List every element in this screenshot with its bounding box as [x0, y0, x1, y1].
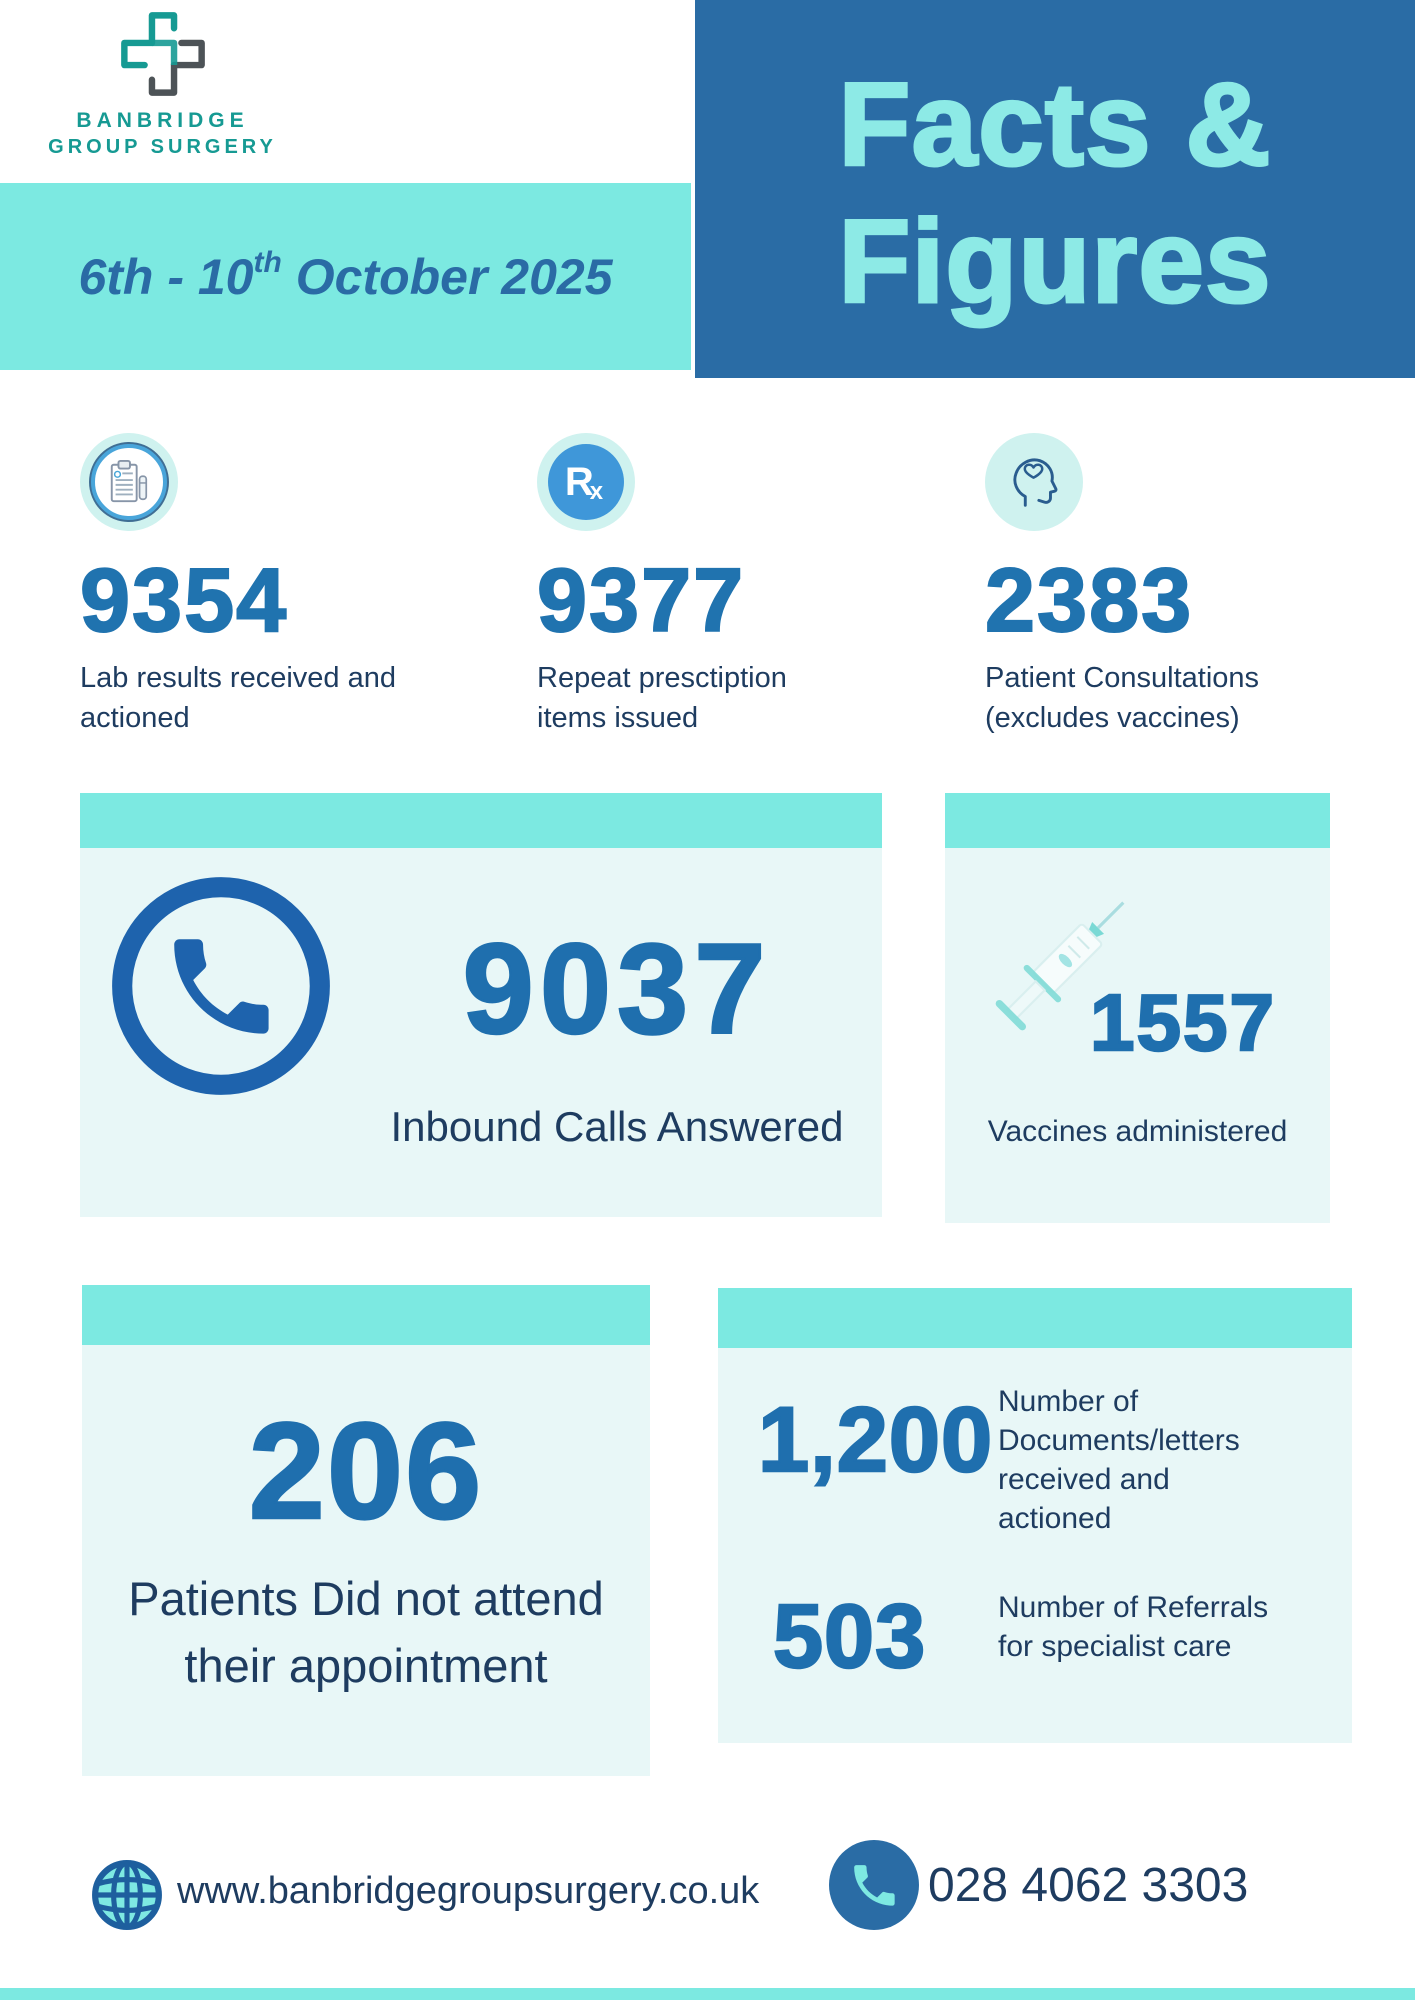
page-title-line2: Figures — [838, 196, 1272, 328]
website-link[interactable]: www.banbridgegroupsurgery.co.uk — [177, 1870, 760, 1912]
surgery-logo — [45, 8, 280, 159]
vaccines-label: Vaccines administered — [987, 1115, 1288, 1148]
documents-referrals-card — [718, 1288, 1352, 1743]
globe-icon — [90, 1858, 164, 1937]
date-range-text: 6th - 10th October 2025 — [78, 245, 613, 305]
consultations-value: 2383 — [985, 551, 1194, 651]
referrals-label: Number of Referrals for specialist care — [998, 1591, 1269, 1663]
consultations-label: Patient Consultations (excludes vaccines) — [985, 662, 1260, 734]
title-block — [695, 0, 1415, 378]
logo-name-line1: BANBRIDGE — [76, 109, 249, 132]
lab-results-value: 9354 — [80, 551, 289, 651]
did-not-attend-label: Patients Did not attend their appointment — [128, 1572, 604, 1692]
phone-filled-icon — [829, 1840, 919, 1935]
card-header-strip — [82, 1285, 650, 1345]
stat-prescriptions — [537, 433, 977, 738]
vaccines-card — [945, 793, 1330, 1223]
vaccines-value: 1557 — [1090, 978, 1276, 1067]
medical-cross-icon — [117, 87, 209, 104]
card-header-strip — [945, 793, 1330, 848]
bottom-teal-strip — [0, 1988, 1415, 2000]
lab-results-label: Lab results received and actioned — [80, 662, 396, 734]
inbound-calls-label: Inbound Calls Answered — [390, 1103, 844, 1150]
inbound-calls-value: 9037 — [462, 918, 772, 1061]
prescriptions-label: Repeat presctiption items issued — [537, 662, 787, 734]
inbound-calls-card — [80, 793, 882, 1217]
phone-number: 028 4062 3303 — [928, 1859, 1249, 1912]
stat-lab-results — [80, 433, 520, 738]
card-header-strip — [80, 793, 882, 848]
card-header-strip — [718, 1288, 1352, 1348]
page-title-line1: Facts & — [838, 59, 1272, 192]
documents-value: 1,200 — [758, 1389, 994, 1491]
patient-head-heart-icon — [985, 433, 1083, 531]
lab-report-icon — [80, 433, 178, 531]
documents-label: Number of Documents/letters received and actioned — [998, 1385, 1240, 1535]
logo-name-line2: GROUP SURGERY — [48, 136, 277, 158]
phone-ring-icon — [100, 865, 342, 1112]
did-not-attend-card — [82, 1285, 650, 1776]
stat-consultations — [985, 433, 1415, 738]
date-banner — [0, 183, 691, 370]
referrals-value: 503 — [773, 1587, 927, 1687]
prescription-rx-icon: R x — [537, 433, 635, 531]
prescriptions-value: 9377 — [537, 551, 746, 651]
did-not-attend-value: 206 — [248, 1395, 484, 1548]
